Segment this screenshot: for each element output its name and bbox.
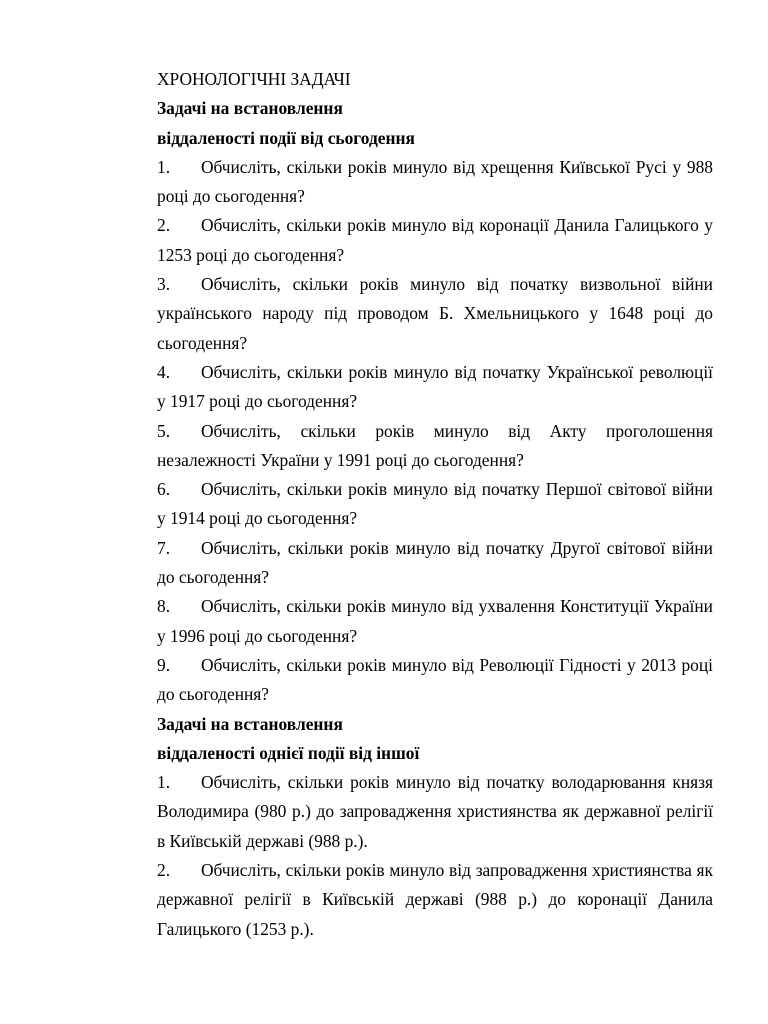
- item-text: Обчисліть, скільки років минуло від початку Української революції у 1917 році до сьогодення?: [157, 361, 713, 412]
- item-number: 6.: [157, 479, 171, 500]
- section1-item-4: [157, 358, 713, 417]
- document-page: [157, 65, 713, 944]
- item-text: Обчисліть, скільки років минуло від хрещення Київської Русі у 988 році до сьогодення?: [157, 156, 713, 207]
- item-text: Обчисліть, скільки років минуло від початку визвольної війни українського народу під проводом Б. Хмельницького у 1648 році до сьогодення?: [157, 274, 713, 353]
- item-text: Обчисліть, скільки років минуло від Акту проголошення незалежності України у 1991 році до сьогодення?: [157, 420, 713, 470]
- item-text: Обчисліть, скільки років минуло від коронації Данила Галицького у 1253 році до сьогодення?: [157, 215, 713, 265]
- item-number: 1.: [157, 772, 171, 793]
- section1-heading-line2: віддаленості події від сьогодення: [157, 127, 415, 148]
- item-text: Обчисліть, скільки років минуло від Революції Гідності у 2013 році до сьогодення?: [157, 654, 713, 705]
- section1-item-3: [157, 270, 713, 358]
- item-number: 5.: [157, 420, 171, 441]
- section2-item-1: [157, 768, 713, 856]
- section1-item-1: [157, 153, 713, 212]
- section1-item-8: [157, 592, 713, 651]
- item-number: 7.: [157, 537, 171, 558]
- item-number: 4.: [157, 361, 171, 382]
- item-number: 1.: [157, 156, 171, 177]
- item-text: Обчисліть, скільки років минуло від початку володарювання князя Володимира (980 р.) до запровадження християнства як державної релігії в Київській державі (988 р.).: [157, 772, 713, 851]
- section1-item-7: [157, 534, 713, 593]
- section1-item-9: [157, 651, 713, 710]
- section2-heading-line2: віддаленості однієї події від іншої: [157, 742, 420, 763]
- item-text: Обчисліть, скільки років минуло від початку Другої світової війни до сьогодення?: [157, 537, 713, 588]
- section1-item-6: [157, 475, 713, 534]
- document-title: ХРОНОЛОГІЧНІ ЗАДАЧІ: [157, 69, 351, 89]
- item-number: 8.: [157, 596, 171, 617]
- section1-item-2: [157, 211, 713, 270]
- item-number: 3.: [157, 274, 171, 295]
- section2-heading-line1: Задачі на встановлення: [157, 713, 343, 734]
- item-text: Обчисліть, скільки років минуло від запровадження християнства як державної релігії в Київській державі (988 р.) до коронації Данила Галицького (1253 р.).: [157, 860, 713, 939]
- item-number: 9.: [157, 654, 171, 675]
- item-number: 2.: [157, 860, 171, 881]
- item-number: 2.: [157, 215, 171, 236]
- section1-item-5: [157, 417, 713, 476]
- section1-heading-line1: Задачі на встановлення: [157, 98, 343, 119]
- item-text: Обчисліть, скільки років минуло від початку Першої світової війни у 1914 році до сьогодення?: [157, 479, 713, 529]
- item-text: Обчисліть, скільки років минуло від ухвалення Конституції України у 1996 році до сьогодення?: [157, 596, 713, 646]
- section2-item-2: [157, 856, 713, 944]
